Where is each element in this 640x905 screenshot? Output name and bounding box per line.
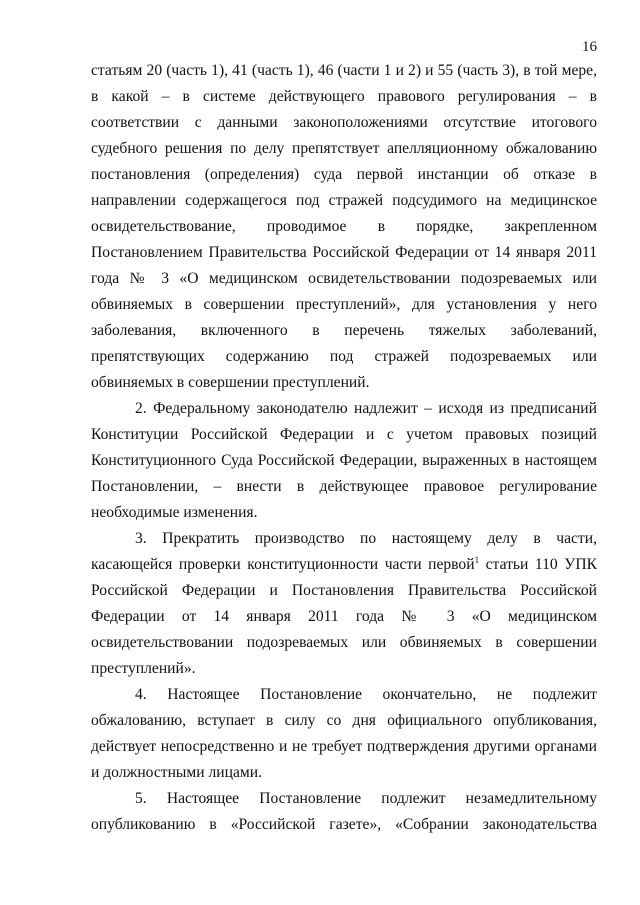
paragraph-item-3: [91, 526, 597, 682]
paragraph-item-2: 2. Федеральному законодателю надлежит – исходя из предписаний Конституции Российской Федерации и с учетом правовых позиций Конституционного Суда Российской Федерации, выраженных в настоящем Постановлении, – внести в действующее правовое регулирование необходимые изменения.: [91, 400, 597, 521]
paragraph-item-5: 5. Настоящее Постановление подлежит незамедлительному опубликованию в «Российской газете», «Собрании законодательства: [91, 790, 597, 833]
footnote-mark: 1: [474, 554, 480, 565]
page-number: 16: [582, 39, 597, 55]
paragraph-continuation: статьям 20 (часть 1), 41 (часть 1), 46 (части 1 и 2) и 55 (часть 3), в той мере, в какой – в системе действующего правового регулирования – в соответствии с данными законоположениями отсутствие итогового судебного решения по делу препятствует апелляционному обжалованию постановления (определения) суда первой инстанции об отказе в направлении содержащегося под стражей подсудимого на медицинское освидетельствование, проводимое в порядке, закрепленном Постановлением Правительства Российской Федерации от 14 января 2011 года № 3 «О медицинском освидетельствовании подозреваемых или обвиняемых в совершении преступлений», для установления у него заболевания, включенного в перечень тяжелых заболеваний, препятствующих содержанию под стражей подозреваемых или обвиняемых в совершении преступлений.: [91, 62, 597, 391]
paragraph-item-3-text-start: 3. Прекратить производство по настоящему делу в части, касающейся проверки конституционности части первой: [91, 530, 597, 573]
paragraph-item-4: 4. Настоящее Постановление окончательно, не подлежит обжалованию, вступает в силу со дня официального опубликования, действует непосредственно и не требует подтверждения другими органами и должностными лицами.: [91, 686, 597, 781]
paragraph-item-3-text-end: статьи 110 УПК Российской Федерации и Постановления Правительства Российской Федерации от 14 января 2011 года № 3 «О медицинском освидетельствовании подозреваемых или обвиняемых в совершении преступлений».: [91, 556, 597, 677]
document-body: [91, 58, 597, 838]
